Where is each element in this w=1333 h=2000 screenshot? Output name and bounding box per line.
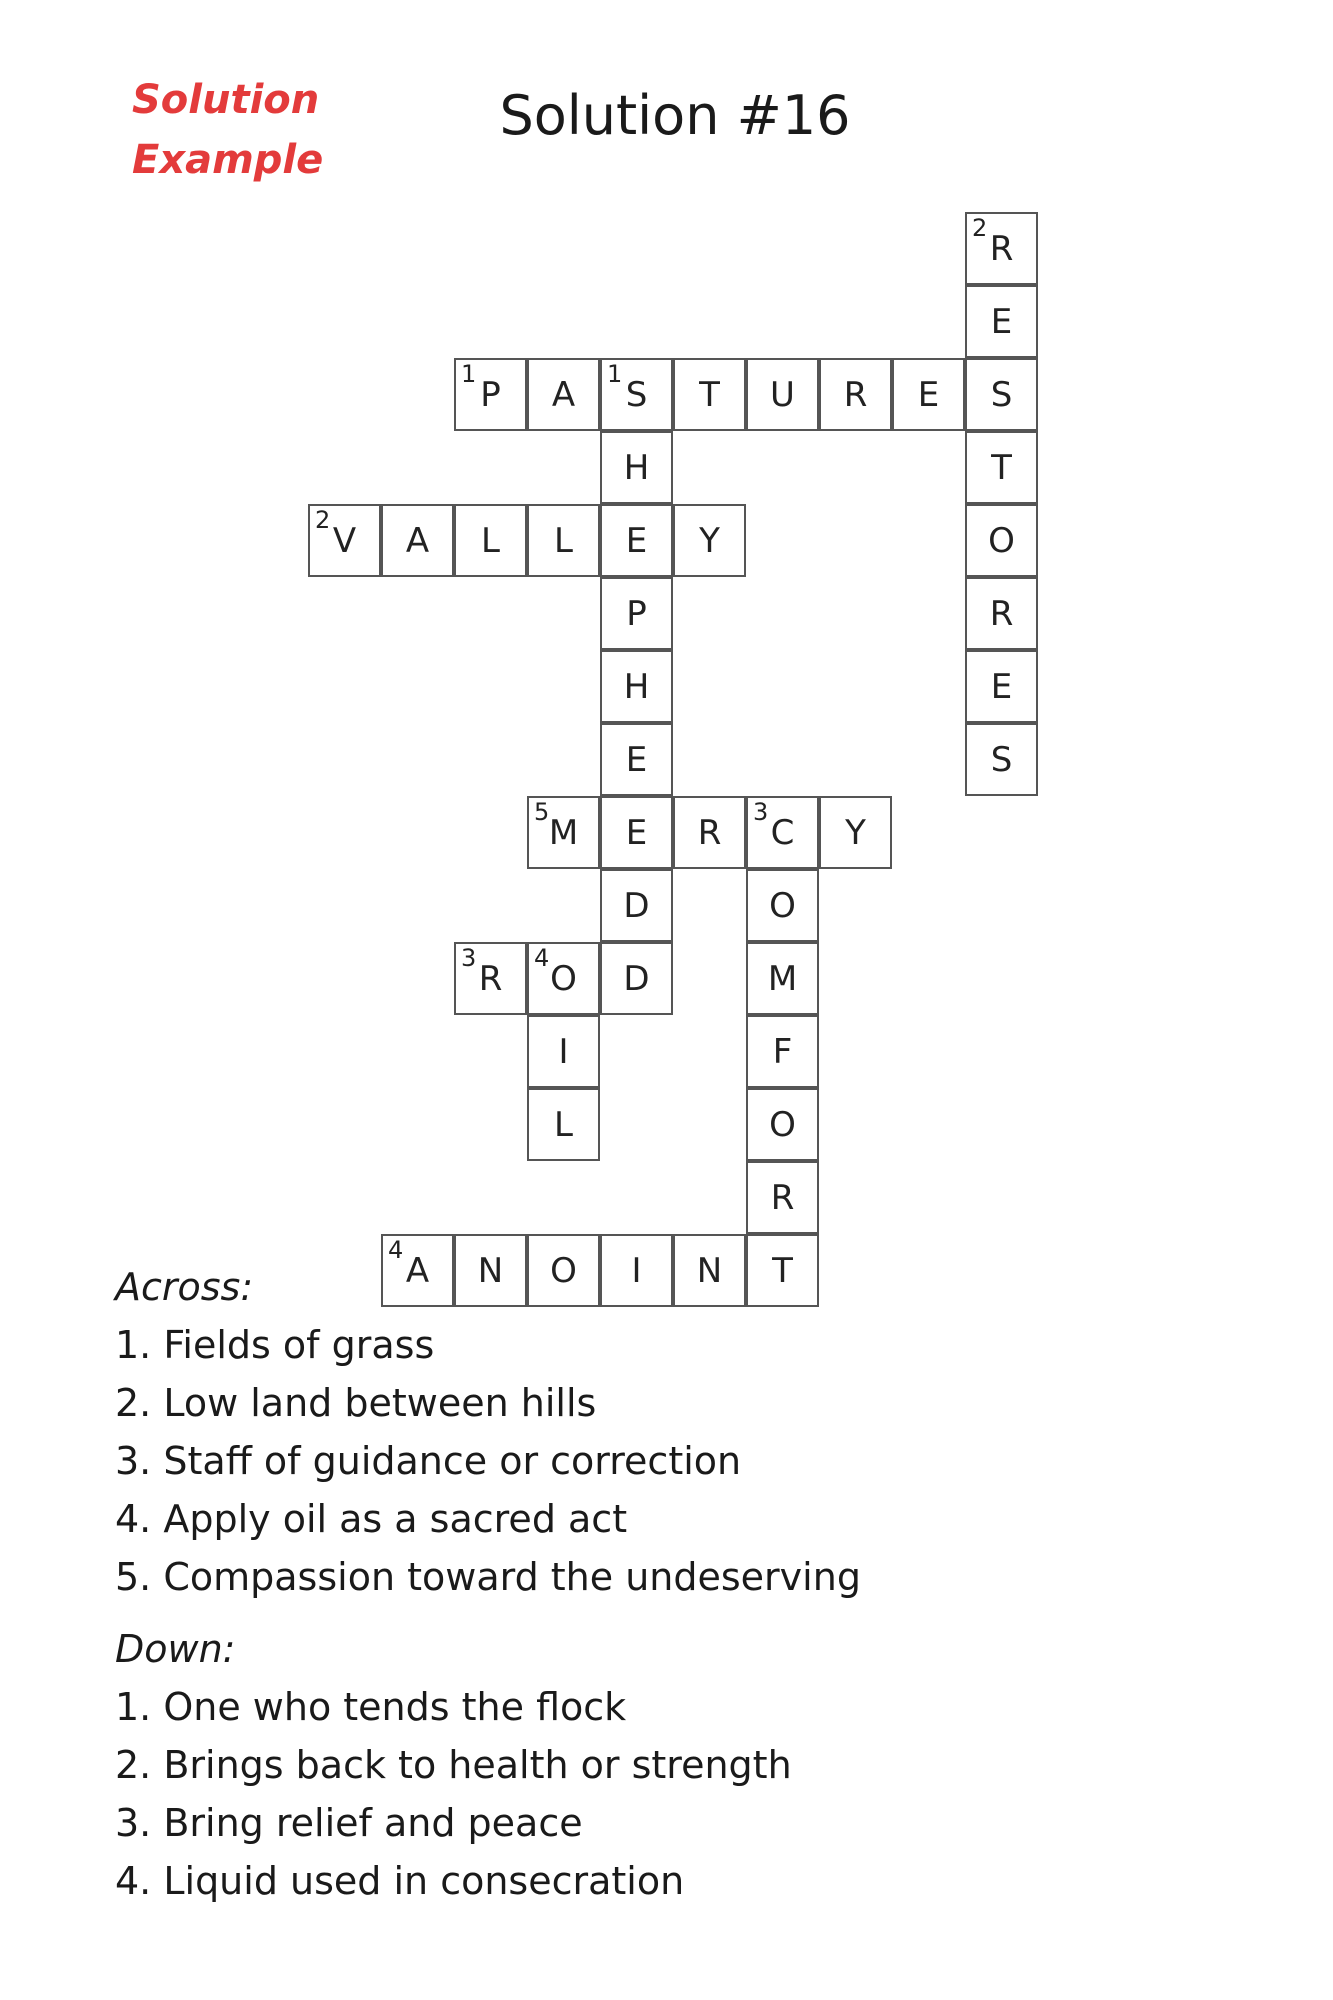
- cell-letter: S: [990, 739, 1013, 780]
- cell-letter: O: [988, 520, 1015, 561]
- grid-cell: [746, 1161, 819, 1234]
- cell-letter: R: [478, 958, 503, 999]
- grid-cell: [965, 285, 1038, 358]
- across-clue: 1. Fields of grass: [115, 1323, 435, 1367]
- down-clue: 1. One who tends the flock: [115, 1685, 627, 1729]
- cell-letter: E: [990, 666, 1013, 707]
- cell-letter: R: [843, 374, 868, 415]
- label-line-1: Solution: [132, 77, 320, 123]
- cell-letter: T: [991, 447, 1012, 488]
- clue-number: 2: [972, 214, 988, 242]
- clue-number: 3: [461, 944, 477, 972]
- grid-cell: [965, 358, 1038, 431]
- across-clue: 5. Compassion toward the undeserving: [115, 1555, 861, 1599]
- across-clue: 3. Staff of guidance or correction: [115, 1439, 742, 1483]
- grid-cell: [454, 358, 527, 431]
- cell-letter: H: [623, 447, 650, 488]
- clue-number: 5: [534, 798, 550, 826]
- grid-cell: [527, 1088, 600, 1161]
- cell-letter: A: [405, 520, 430, 561]
- across-clue: 2. Low land between hills: [115, 1381, 597, 1425]
- grid-cell: [527, 358, 600, 431]
- down-clue-list: [115, 1678, 1215, 1910]
- cell-letter: E: [625, 812, 648, 853]
- cell-letter: Y: [845, 812, 866, 853]
- grid-cell: [746, 869, 819, 942]
- grid-cell: [600, 723, 673, 796]
- grid-cell: [746, 1015, 819, 1088]
- cell-letter: T: [772, 1250, 793, 1291]
- grid-cell: [819, 358, 892, 431]
- grid-cell: [454, 504, 527, 577]
- cell-letter: H: [623, 666, 650, 707]
- grid-cell: [746, 942, 819, 1015]
- grid-cell: [527, 1015, 600, 1088]
- grid-cell: [892, 358, 965, 431]
- clue-number: 4: [534, 944, 550, 972]
- cell-letter: E: [625, 520, 648, 561]
- cell-letter: C: [770, 812, 795, 853]
- cell-letter: D: [623, 885, 650, 926]
- grid-cell: [965, 212, 1038, 285]
- down-clue: 4. Liquid used in consecration: [115, 1859, 685, 1903]
- cell-letter: R: [989, 228, 1014, 269]
- cell-letter: S: [625, 374, 648, 415]
- cell-letter: T: [699, 374, 720, 415]
- grid-cell: [600, 869, 673, 942]
- grid-cell: [600, 358, 673, 431]
- grid-cell: [965, 577, 1038, 650]
- cell-letter: Y: [699, 520, 720, 561]
- grid-cell: [673, 796, 746, 869]
- grid-cell: [965, 650, 1038, 723]
- cell-letter: M: [767, 958, 798, 999]
- page-title: Solution #16: [499, 84, 851, 147]
- grid-cell: [454, 942, 527, 1015]
- grid-cell: [600, 431, 673, 504]
- cell-letter: F: [772, 1031, 793, 1072]
- clue-number: 1: [461, 360, 477, 388]
- across-heading: Across:: [115, 1265, 254, 1309]
- grid-cell: [381, 504, 454, 577]
- cell-letter: D: [623, 958, 650, 999]
- grid-cell: [746, 358, 819, 431]
- cell-letter: U: [770, 374, 795, 415]
- grid-cell: [673, 358, 746, 431]
- grid-cell: [527, 942, 600, 1015]
- cell-letter: V: [332, 520, 357, 561]
- cell-letter: E: [625, 739, 648, 780]
- grid-cell: [600, 577, 673, 650]
- label-line-2: Example: [132, 137, 324, 183]
- grid-cell: [600, 504, 673, 577]
- clues-section: [115, 1258, 1215, 1910]
- down-clue: 3. Bring relief and peace: [115, 1801, 583, 1845]
- cell-letter: R: [989, 593, 1014, 634]
- cell-letter: A: [405, 1250, 430, 1291]
- clue-number: 3: [753, 798, 769, 826]
- cell-letter: A: [551, 374, 576, 415]
- clue-number: 2: [315, 506, 331, 534]
- down-clue: 2. Brings back to health or strength: [115, 1743, 792, 1787]
- grid-cell: [600, 942, 673, 1015]
- grid-cell: [600, 650, 673, 723]
- cell-letter: I: [631, 1250, 642, 1291]
- cell-letter: R: [770, 1177, 795, 1218]
- cell-letter: L: [554, 520, 573, 561]
- grid-cell: [965, 723, 1038, 796]
- cell-letter: L: [554, 1104, 573, 1145]
- grid-cell: [527, 796, 600, 869]
- grid-cell: [600, 796, 673, 869]
- grid-cell: [965, 431, 1038, 504]
- across-clue-list: [115, 1316, 1215, 1606]
- grid-cell: [746, 1088, 819, 1161]
- cell-letter: O: [550, 958, 577, 999]
- cell-letter: R: [697, 812, 722, 853]
- cell-letter: P: [480, 374, 501, 415]
- grid-cell: [308, 504, 381, 577]
- grid-cell: [673, 504, 746, 577]
- cell-letter: N: [696, 1250, 723, 1291]
- grid-cell: [527, 504, 600, 577]
- cell-letter: M: [548, 812, 579, 853]
- cell-letter: E: [917, 374, 940, 415]
- grid-cell: [746, 796, 819, 869]
- cell-letter: I: [558, 1031, 569, 1072]
- cell-letter: E: [990, 301, 1013, 342]
- cell-letter: L: [481, 520, 500, 561]
- cell-letter: N: [477, 1250, 504, 1291]
- down-heading: Down:: [115, 1627, 236, 1671]
- clue-number: 1: [607, 360, 623, 388]
- cell-letter: O: [550, 1250, 577, 1291]
- cell-letter: O: [769, 1104, 796, 1145]
- grid-cell: [965, 504, 1038, 577]
- clue-number: 4: [388, 1236, 404, 1264]
- grid-cell: [819, 796, 892, 869]
- across-clue: 4. Apply oil as a sacred act: [115, 1497, 628, 1541]
- cell-letter: P: [626, 593, 647, 634]
- cell-letter: O: [769, 885, 796, 926]
- cell-letter: S: [990, 374, 1013, 415]
